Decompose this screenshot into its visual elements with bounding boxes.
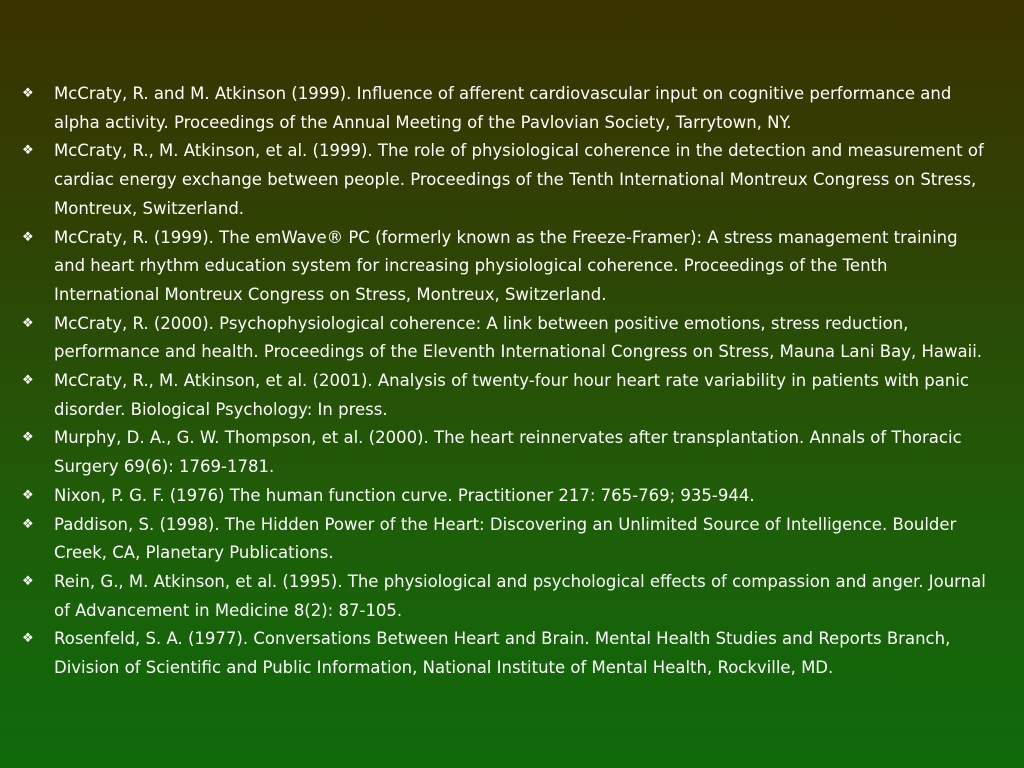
diamond-bullet-icon: ❖ [22,315,34,331]
reference-text: McCraty, R., M. Atkinson, et al. (1999). The role of physiological coherence in the detection and measurement of cardiac energy exchange between people. Proceedings of the Tenth International Montreux Congress on Stress, Montreux, Switzerland. [54,141,984,218]
diamond-bullet-icon: ❖ [22,516,34,532]
reference-text: Paddison, S. (1998). The Hidden Power of the Heart: Discovering an Unlimited Source of Intelligence. Boulder Creek, CA, Planetary Publications. [54,514,957,563]
reference-item [22,137,992,223]
diamond-bullet-icon: ❖ [22,229,34,245]
diamond-bullet-icon: ❖ [22,86,34,101]
diamond-bullet-icon: ❖ [22,430,34,446]
reference-text: McCraty, R., M. Atkinson, et al. (2001). Analysis of twenty-four hour heart rate variability in patients with panic disorder. Biological Psychology: In press. [54,371,970,419]
reference-list [22,80,992,683]
reference-item [22,224,992,310]
diamond-bullet-icon: ❖ [22,631,34,647]
reference-item [22,424,992,481]
reference-item [22,310,992,367]
reference-item [22,511,992,568]
diamond-bullet-icon: ❖ [22,487,34,503]
reference-item [22,568,992,625]
reference-text: Rein, G., M. Atkinson, et al. (1995). The physiological and psychological effects of compassion and anger. Journal of Advancement in Medicine 8(2): 87-105. [54,571,986,620]
reference-item [22,482,992,511]
reference-text: McCraty, R. (2000). Psychophysiological coherence: A link between positive emotions, stress reduction, performance and health. Proceedings of the Eleventh International Congress on Stress, Mauna Lani Bay, Hawaii. [54,313,983,362]
diamond-bullet-icon: ❖ [22,373,34,389]
reference-text: Nixon, P. G. F. (1976) The human function curve. Practitioner 217: 765-769; 935-944. [54,485,755,505]
diamond-bullet-icon: ❖ [22,573,34,589]
reference-text: Rosenfeld, S. A. (1977). Conversations Between Heart and Brain. Mental Health Studies and Reports Branch, Division of Scientific and Public Information, National Institute of Mental Health, Rockville, MD. [54,629,951,678]
reference-item [22,80,992,137]
reference-text: McCraty, R. and M. Atkinson (1999). Influence of afferent cardiovascular input on cognitive performance and alpha activity. Proceedings of the Annual Meeting of the Pavlovian Society, Tarrytown, NY. [54,84,952,132]
diamond-bullet-icon: ❖ [22,143,34,159]
reference-text: Murphy, D. A., G. W. Thompson, et al. (2000). The heart reinnervates after transplantation. Annals of Thoracic Surgery 69(6): 1769-1781. [54,428,962,477]
reference-item [22,625,992,682]
reference-text: McCraty, R. (1999). The emWave® PC (formerly known as the Freeze-Framer): A stress management training and heart rhythm education system for increasing physiological coherence. Proceedings of the Tenth International Montreux Congress on Stress, Montreux, Switzerland. [54,227,958,304]
reference-item [22,367,992,424]
